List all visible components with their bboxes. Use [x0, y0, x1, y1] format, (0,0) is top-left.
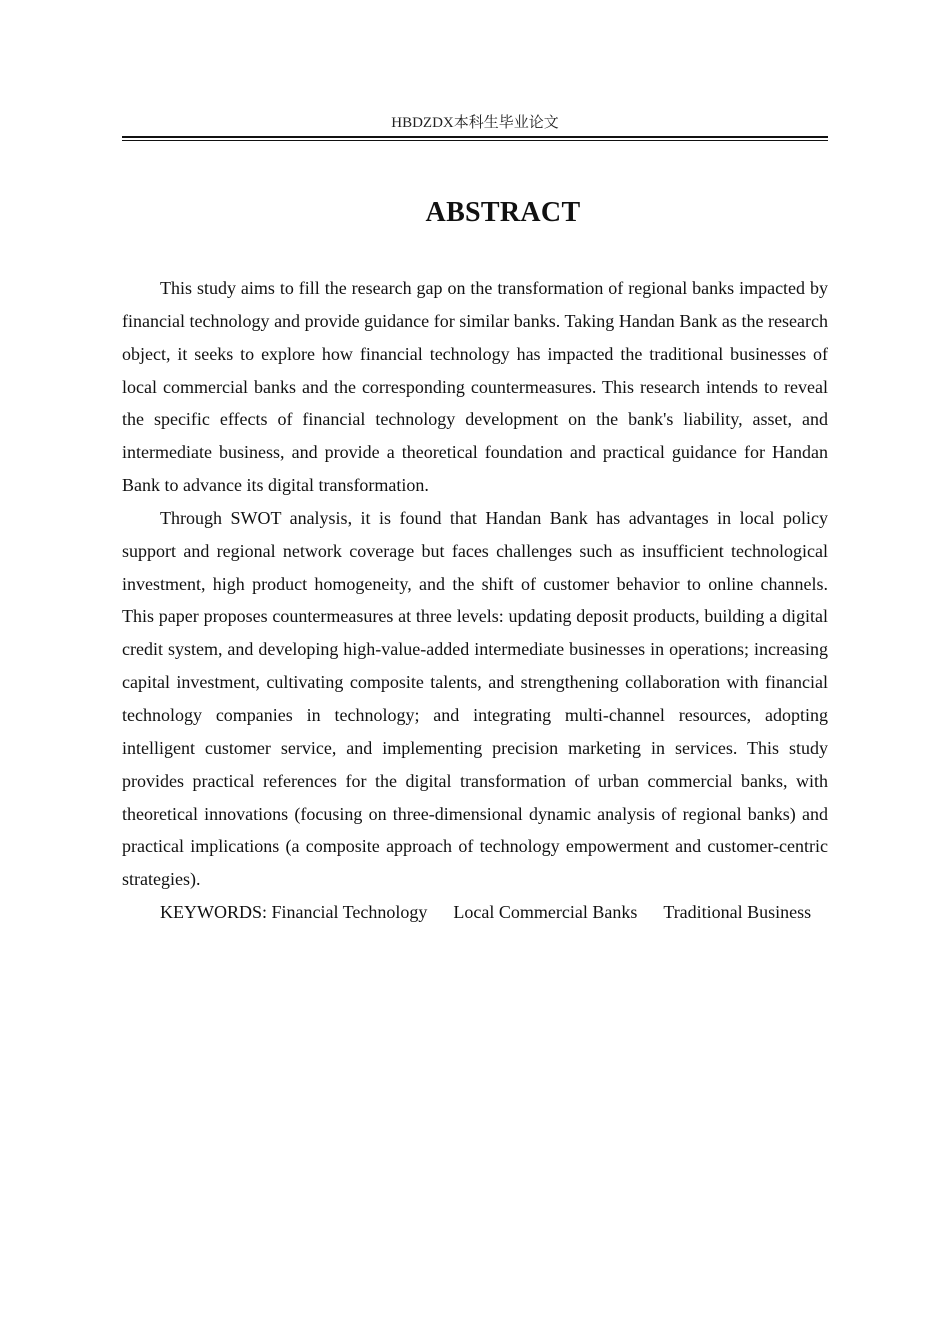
abstract-paragraph-1: This study aims to fill the research gap on the transformation of regional banks impacted by financial technology and provide guidance for similar banks. Taking Handan Bank as the research object, it seeks to explore how financial technology has impacted the traditional businesses of local commercial banks and the corresponding countermeasures. This research intends to reveal the specific effects of financial technology development on the bank's liability, asset, and intermediate business, and provide a theoretical foundation and practical guidance for Handan Bank to advance its digital transformation. — [122, 278, 828, 496]
abstract-paragraph-2: Through SWOT analysis, it is found that Handan Bank has advantages in local policy support and regional network coverage but faces challenges such as insufficient technological investment, high product homogeneity, and the shift of customer behavior to online channels. This paper proposes countermeasures at three levels: updating deposit products, building a digital credit system, and developing high-value-added intermediate businesses in operations; increasing capital investment, cultivating composite talents, and strengthening collaboration with financial technology companies in technology; and integrating multi-channel resources, adopting intelligent customer service, and implementing precision marketing in services. This study provides practical references for the digital transformation of urban commercial banks, with theoretical innovations (focusing on three-dimensional dynamic analysis of regional banks) and practical implications (a composite approach of technology empowerment and customer-centric strategies). — [122, 507, 828, 890]
keywords-line — [122, 896, 828, 929]
header-rule — [122, 136, 828, 138]
abstract-heading-text: ABSTRACT — [425, 197, 581, 228]
keyword-item: Financial Technology — [271, 902, 428, 923]
abstract-body — [122, 272, 828, 929]
keyword-item: Local Commercial Banks — [453, 902, 638, 923]
header-rule-secondary — [122, 140, 828, 141]
abstract-heading — [122, 193, 828, 233]
keywords-label: KEYWORDS: — [160, 902, 267, 923]
running-header: HBDZDX本科生毕业论文 — [391, 115, 559, 131]
keyword-item: Traditional Business — [663, 902, 812, 923]
